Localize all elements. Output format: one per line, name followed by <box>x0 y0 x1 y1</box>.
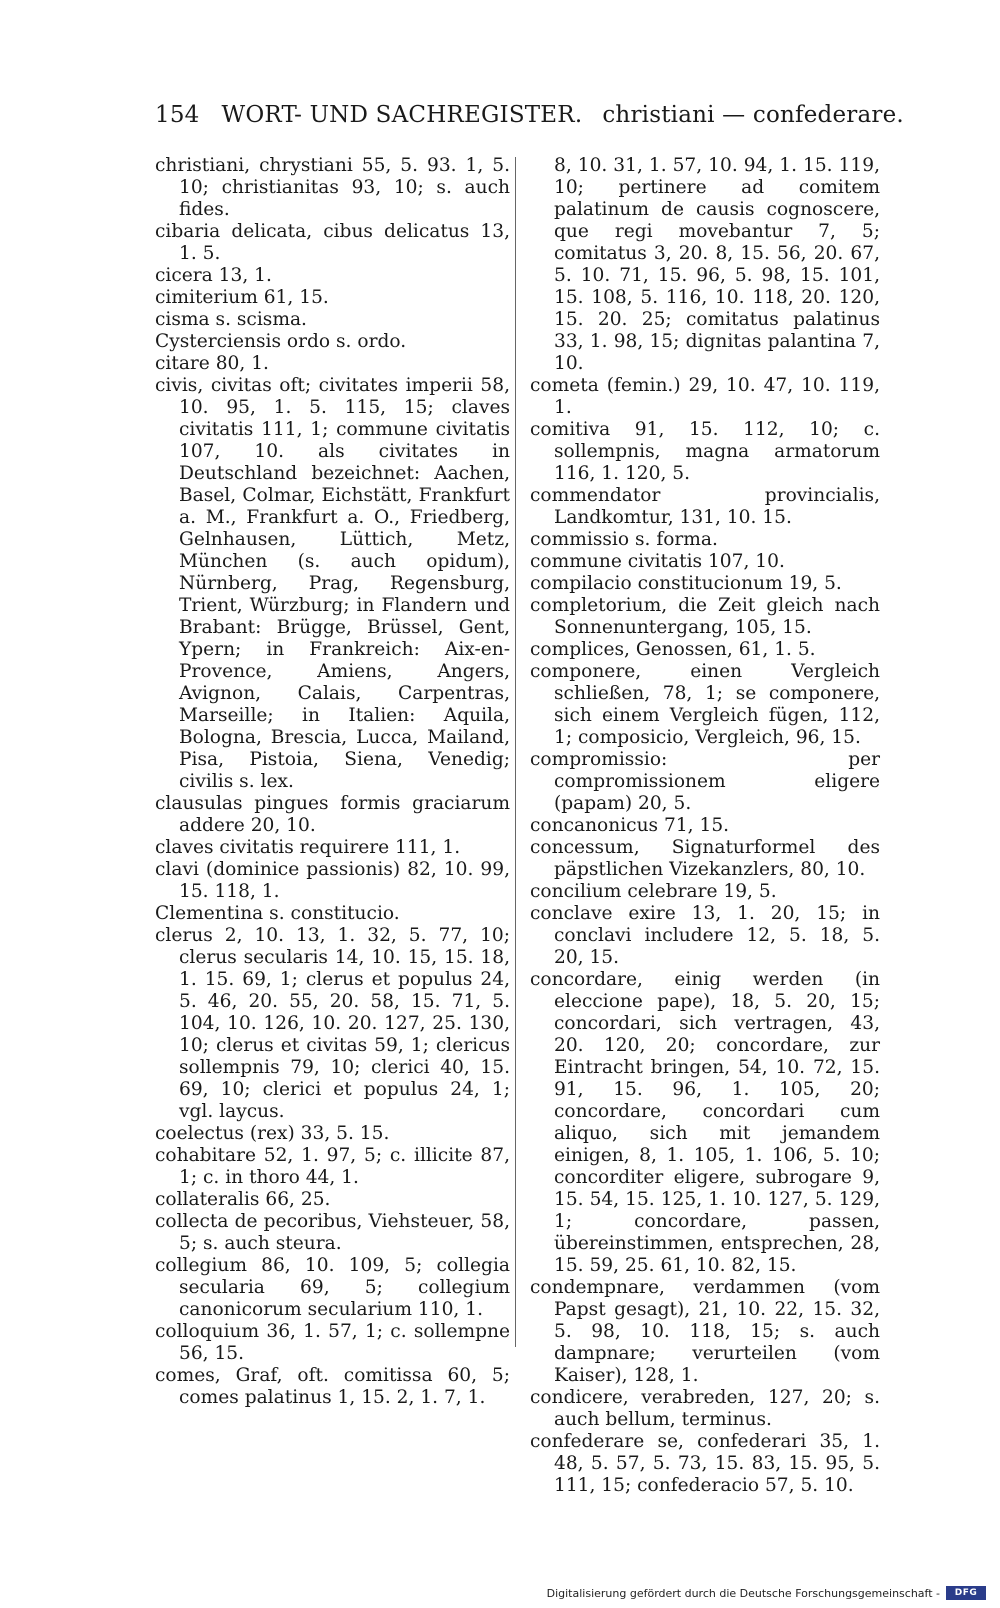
index-entry: colloquium 36, 1. 57, 1; c. sollempne 56, 15. <box>155 1321 510 1364</box>
index-entry: collateralis 66, 25. <box>155 1189 331 1210</box>
index-entry-continuation: 8, 10. 31, 1. 57, 10. 94, 1. 15. 119, 10; pertinere ad comitem palatinum de causis cognoscere, que regi movebantur 7, 5; comitatus 3, 20. 8, 15. 56, 20. 67, 5. 10. 71, 15. 96, 5. 98, 15. 101, 15. 108, 5. 116, 10. 118, 20. 120, 15. 20. 25; comitatus palatinus 33, 1. 98, 15; dignitas palantina 7, 10. <box>554 155 880 374</box>
index-entry: christiani, chrystiani 55, 5. 93. 1, 5. 10; christianitas 93, 10; s. auch fides. <box>155 155 510 220</box>
index-entry: cometa (femin.) 29, 10. 47, 10. 119, 1. <box>530 375 880 418</box>
index-entry: comes, Graf, oft. comitissa 60, 5; comes palatinus 1, 15. 2, 1. 7, 1. <box>155 1365 510 1408</box>
page-header <box>155 102 904 138</box>
index-entry: confederare se, confederari 35, 1. 48, 5. 57, 5. 73, 15. 83, 15. 95, 5. 111, 15; confederacio 57, 5. 10. <box>530 1431 880 1496</box>
index-entry: Clementina s. constitucio. <box>155 903 400 924</box>
index-entry: completorium, die Zeit gleich nach Sonnenuntergang, 105, 15. <box>530 595 880 638</box>
index-entry: commissio s. forma. <box>530 529 718 550</box>
index-entry: compromissio: per compromissionem eligere (papam) 20, 5. <box>530 749 880 814</box>
page-number: 154 <box>155 102 200 128</box>
entry-range: christiani — confederare. <box>602 102 904 128</box>
index-entry: componere, einen Vergleich schließen, 78, 1; se componere, sich einem Vergleich fügen, 112, 1; composicio, Vergleich, 96, 15. <box>530 661 880 748</box>
index-entry: clavi (dominice passionis) 82, 10. 99, 15. 118, 1. <box>155 859 510 902</box>
index-entry: condicere, verabreden, 127, 20; s. auch bellum, terminus. <box>530 1387 880 1430</box>
index-entry: commune civitatis 107, 10. <box>530 551 785 572</box>
index-entry: cicera 13, 1. <box>155 265 272 286</box>
index-entry: clausulas pingues formis graciarum addere 20, 10. <box>155 793 510 836</box>
index-entry: comitiva 91, 15. 112, 10; c. sollempnis, magna armatorum 116, 1. 120, 5. <box>530 419 880 484</box>
index-entry: claves civitatis requirere 111, 1. <box>155 837 461 858</box>
left-column <box>155 155 510 1409</box>
index-entry: concanonicus 71, 15. <box>530 815 730 836</box>
index-entry: collecta de pecoribus, Viehsteuer, 58, 5; s. auch steura. <box>155 1211 510 1254</box>
index-entry: compilacio constitucionum 19, 5. <box>530 573 842 594</box>
index-entry: concilium celebrare 19, 5. <box>530 881 777 902</box>
running-title: WORT- UND SACHREGISTER. <box>221 102 583 128</box>
credit-text: Digitalisierung gefördert durch die Deutsche Forschungsgemeinschaft - <box>546 1586 940 1600</box>
index-entry: citare 80, 1. <box>155 353 269 374</box>
index-entry: conclave exire 13, 1. 20, 15; in conclavi includere 12, 5. 18, 5. 20, 15. <box>530 903 880 968</box>
digitization-credit <box>547 1586 986 1600</box>
index-entry: cisma s. scisma. <box>155 309 307 330</box>
index-entry: collegium 86, 10. 109, 5; collegia secularia 69, 5; collegium canonicorum secularium 110, 1. <box>155 1255 510 1320</box>
index-entry: concessum, Signaturformel des päpstlichen Vizekanzlers, 80, 10. <box>530 837 880 880</box>
index-entry: Cysterciensis ordo s. ordo. <box>155 331 407 352</box>
index-entry: concordare, einig werden (in eleccione pape), 18, 5. 20, 15; concordari, sich vertragen, 43, 20. 120, 20; concordare, zur Eintracht bringen, 54, 10. 72, 15. 91, 15. 96, 1. 105, 20; concordare, concordari cum aliquo, sich mit jemandem einigen, 8, 1. 105, 1. 106, 5. 10; concorditer eligere, subrogare 9, 15. 54, 15. 125, 1. 10. 127, 5. 129, 1; concordare, passen, übereinstimmen, entsprechen, 28, 15. 59, 25. 61, 10. 82, 15. <box>530 969 880 1276</box>
index-entry: civis, civitas oft; civitates imperii 58, 10. 95, 1. 5. 115, 15; claves civitatis 111, 1; commune civitatis 107, 10. als civitates in Deutschland bezeichnet: Aachen, Basel, Colmar, Eichstätt, Frankfurt a. M., Frankfurt a. O., Friedberg, Gelnhausen, Lüttich, Metz, München (s. auch opidum), Nürnberg, Prag, Regensburg, Trient, Würzburg; in Flandern und Brabant: Brügge, Brüssel, Gent, Ypern; in Frankreich: Aix-en-Provence, Amiens, Angers, Avignon, Calais, Carpentras, Marseille; in Italien: Aquila, Bologna, Brescia, Lucca, Mailand, Pisa, Pistoia, Siena, Venedig; civilis s. lex. <box>155 375 510 792</box>
index-entry: clerus 2, 10. 13, 1. 32, 5. 77, 10; clerus secularis 14, 10. 15, 15. 18, 1. 15. 69, 1; clerus et populus 24, 5. 46, 20. 55, 20. 58, 15. 71, 5. 104, 10. 126, 10. 20. 127, 25. 130, 10; clerus et civitas 59, 1; clericus sollempnis 79, 10; clerici 40, 15. 69, 10; clerici et populus 24, 1; vgl. laycus. <box>155 925 510 1122</box>
right-column <box>530 155 880 1497</box>
index-entry: commendator provincialis, Landkomtur, 131, 10. 15. <box>530 485 880 528</box>
index-entry: complices, Genossen, 61, 1. 5. <box>530 639 816 660</box>
index-entry: cimiterium 61, 15. <box>155 287 329 308</box>
index-entry: coelectus (rex) 33, 5. 15. <box>155 1123 390 1144</box>
index-entry: cohabitare 52, 1. 97, 5; c. illicite 87, 1; c. in thoro 44, 1. <box>155 1145 510 1188</box>
index-entry: condempnare, verdammen (vom Papst gesagt), 21, 10. 22, 15. 32, 5. 98, 10. 118, 15; s. auch dampnare; verurteilen (vom Kaiser), 128, 1. <box>530 1277 880 1386</box>
dfg-logo: DFG <box>946 1586 986 1600</box>
index-entry: cibaria delicata, cibus delicatus 13, 1. 5. <box>155 221 510 264</box>
column-divider <box>515 157 516 1347</box>
